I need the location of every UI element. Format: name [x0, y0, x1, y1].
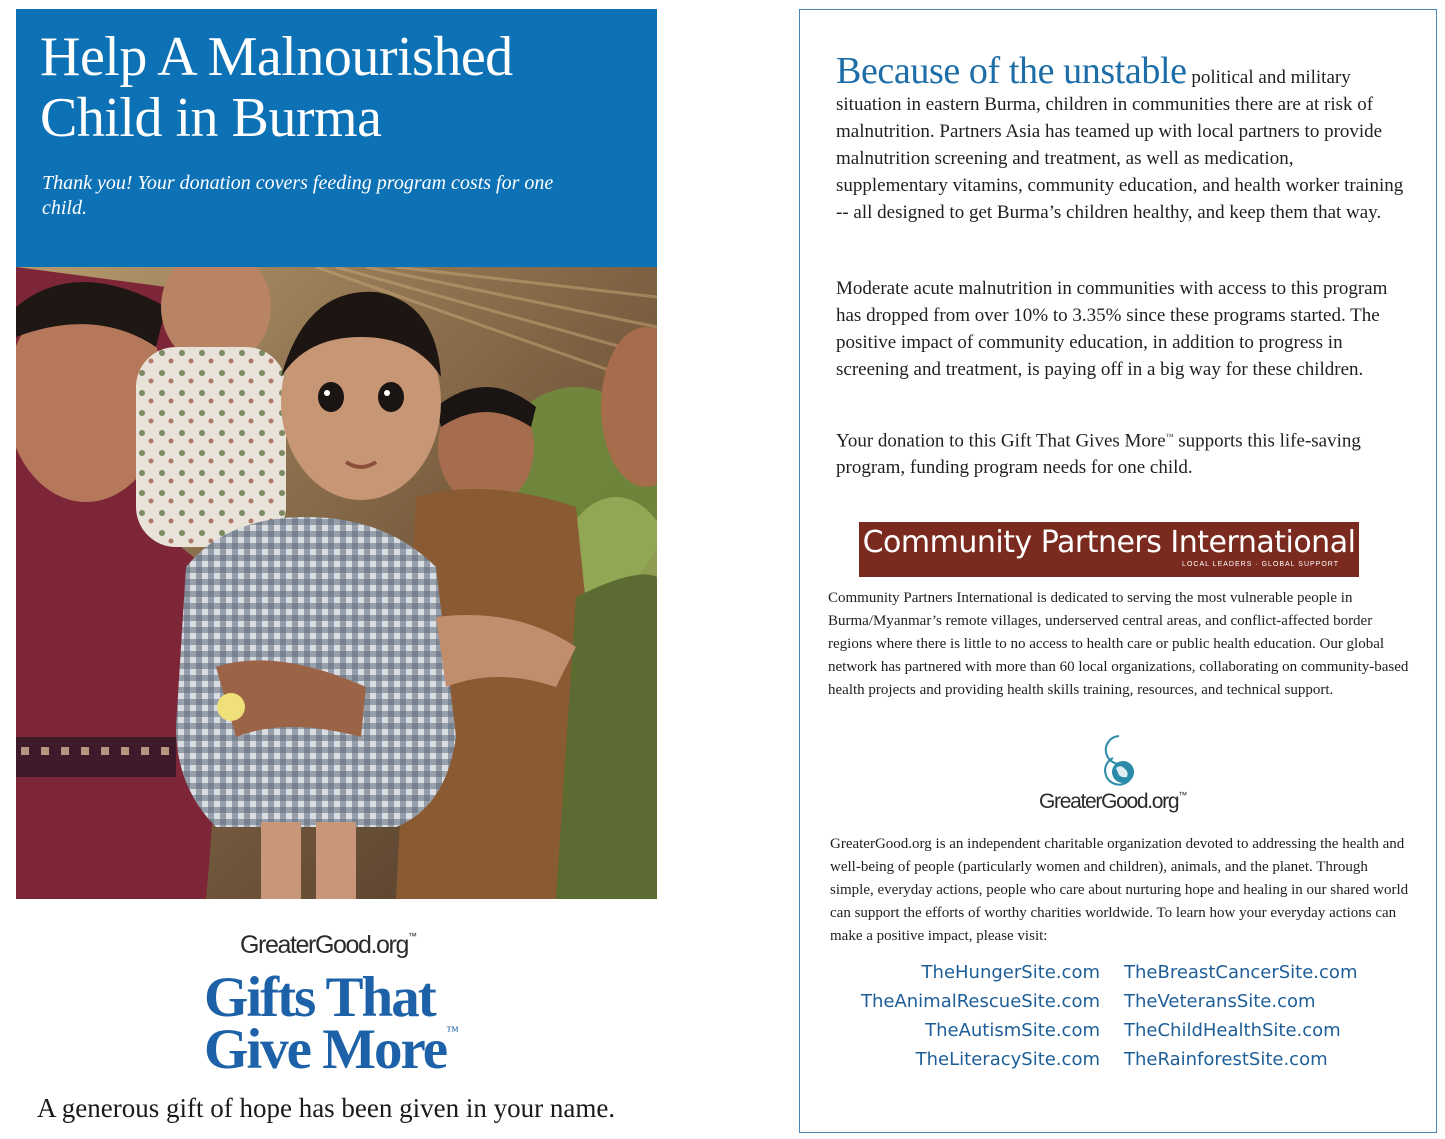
impact-paragraph: Moderate acute malnutrition in communities with access to this program has dropped from over 10% to 3.35% since these programs started. The positive impact of community education, in addition to progress in screening and treatment, is paying off in a big way for these children.	[836, 278, 1388, 380]
gifts-line-2	[204, 1018, 459, 1081]
cpi-logo-name: Community Partners International	[862, 525, 1356, 560]
page-title	[40, 27, 640, 149]
cpi-logo-tagline: LOCAL LEADERS · GLOBAL SUPPORT	[1182, 561, 1339, 568]
gift-message: A generous gift of hope has been given in your name.	[37, 1093, 616, 1123]
greatergood-logo	[1037, 732, 1207, 822]
site-link-hunger[interactable]: TheHungerSite.com	[921, 962, 1100, 983]
gifts-line-1: Gifts That	[204, 966, 435, 1029]
trademark-symbol: ™	[1178, 790, 1188, 800]
greatergood-wordmark-text: GreaterGood.org	[240, 931, 408, 959]
cpi-description: Community Partners International is dedicated to serving the most vulnerable people in Burma/Myanmar’s remote villages, underserved central areas, and conflict-affected border regions where there is little to no access to health care or public health education. Our global network has partnered with more than 60 local organizations, collaborating on community-based health projects and providing health skills training, resources, and technical support.	[828, 590, 1409, 698]
site-link-veterans[interactable]: TheVeteransSite.com	[1124, 991, 1316, 1012]
site-link-child-health[interactable]: TheChildHealthSite.com	[1124, 1020, 1341, 1041]
community-partners-logo	[859, 522, 1359, 577]
trademark-symbol: ™	[408, 931, 417, 941]
trademark-symbol: ™	[1165, 432, 1174, 441]
title-line-2: Child in Burma	[40, 87, 382, 149]
child-photo-illustration	[16, 267, 657, 899]
title-line-1: Help A Malnourished	[40, 26, 513, 88]
site-link-literacy[interactable]: TheLiteracySite.com	[915, 1049, 1100, 1070]
greatergood-globe-icon	[1089, 732, 1149, 792]
greatergood-logo-wordmark: GreaterGood.org	[1039, 790, 1179, 813]
intro-lead: Because of the unstable	[836, 50, 1187, 92]
site-links-left	[800, 958, 1100, 1074]
hero-banner	[16, 9, 657, 267]
site-link-rainforest[interactable]: TheRainforestSite.com	[1124, 1049, 1328, 1070]
greatergood-description: GreaterGood.org is an independent charitable organization devoted to addressing the health and well-being of people (particularly women and children), animals, and the planet. Through simple, everyday actions, people who care about nurturing hope and healing in our shared world can support the efforts of worthy charities worldwide. To learn how your everyday actions can make a positive impact, please visit:	[830, 836, 1409, 944]
thank-you-subtitle: Thank you! Your donation covers feeding program costs for one child.	[42, 172, 554, 219]
donation-text-a: Your donation to this Gift That Gives More	[836, 430, 1166, 452]
donation-paragraph	[836, 423, 1408, 481]
site-link-breast-cancer[interactable]: TheBreastCancerSite.com	[1124, 962, 1358, 983]
donation-text-b: supports this life-saving program, funding program needs for one child.	[836, 430, 1361, 479]
gift-card-front	[16, 9, 657, 1129]
intro-text: political and military situation in eastern Burma, children in communities there are at risk of malnutrition. Partners Asia has teamed up with local partners to provide malnutrition screening and treatment, as well as medication, supplementary vitamins, community education, and health worker training -- all designed to get Burma’s children healthy, and keep them that way.	[836, 67, 1404, 223]
greatergood-wordmark	[240, 931, 417, 960]
child-photo	[16, 267, 657, 899]
trademark-symbol: ™	[446, 1023, 459, 1038]
site-links-right	[1124, 958, 1424, 1074]
greatergood-logo-text	[1039, 790, 1187, 814]
site-link-animal-rescue[interactable]: TheAnimalRescueSite.com	[860, 991, 1100, 1012]
intro-paragraph	[836, 50, 1408, 226]
site-link-autism[interactable]: TheAutismSite.com	[925, 1020, 1100, 1041]
gifts-that-give-more-logo	[204, 931, 504, 1081]
gifts-line-2-text: Give More	[204, 1018, 447, 1081]
gift-card-back	[799, 9, 1437, 1133]
